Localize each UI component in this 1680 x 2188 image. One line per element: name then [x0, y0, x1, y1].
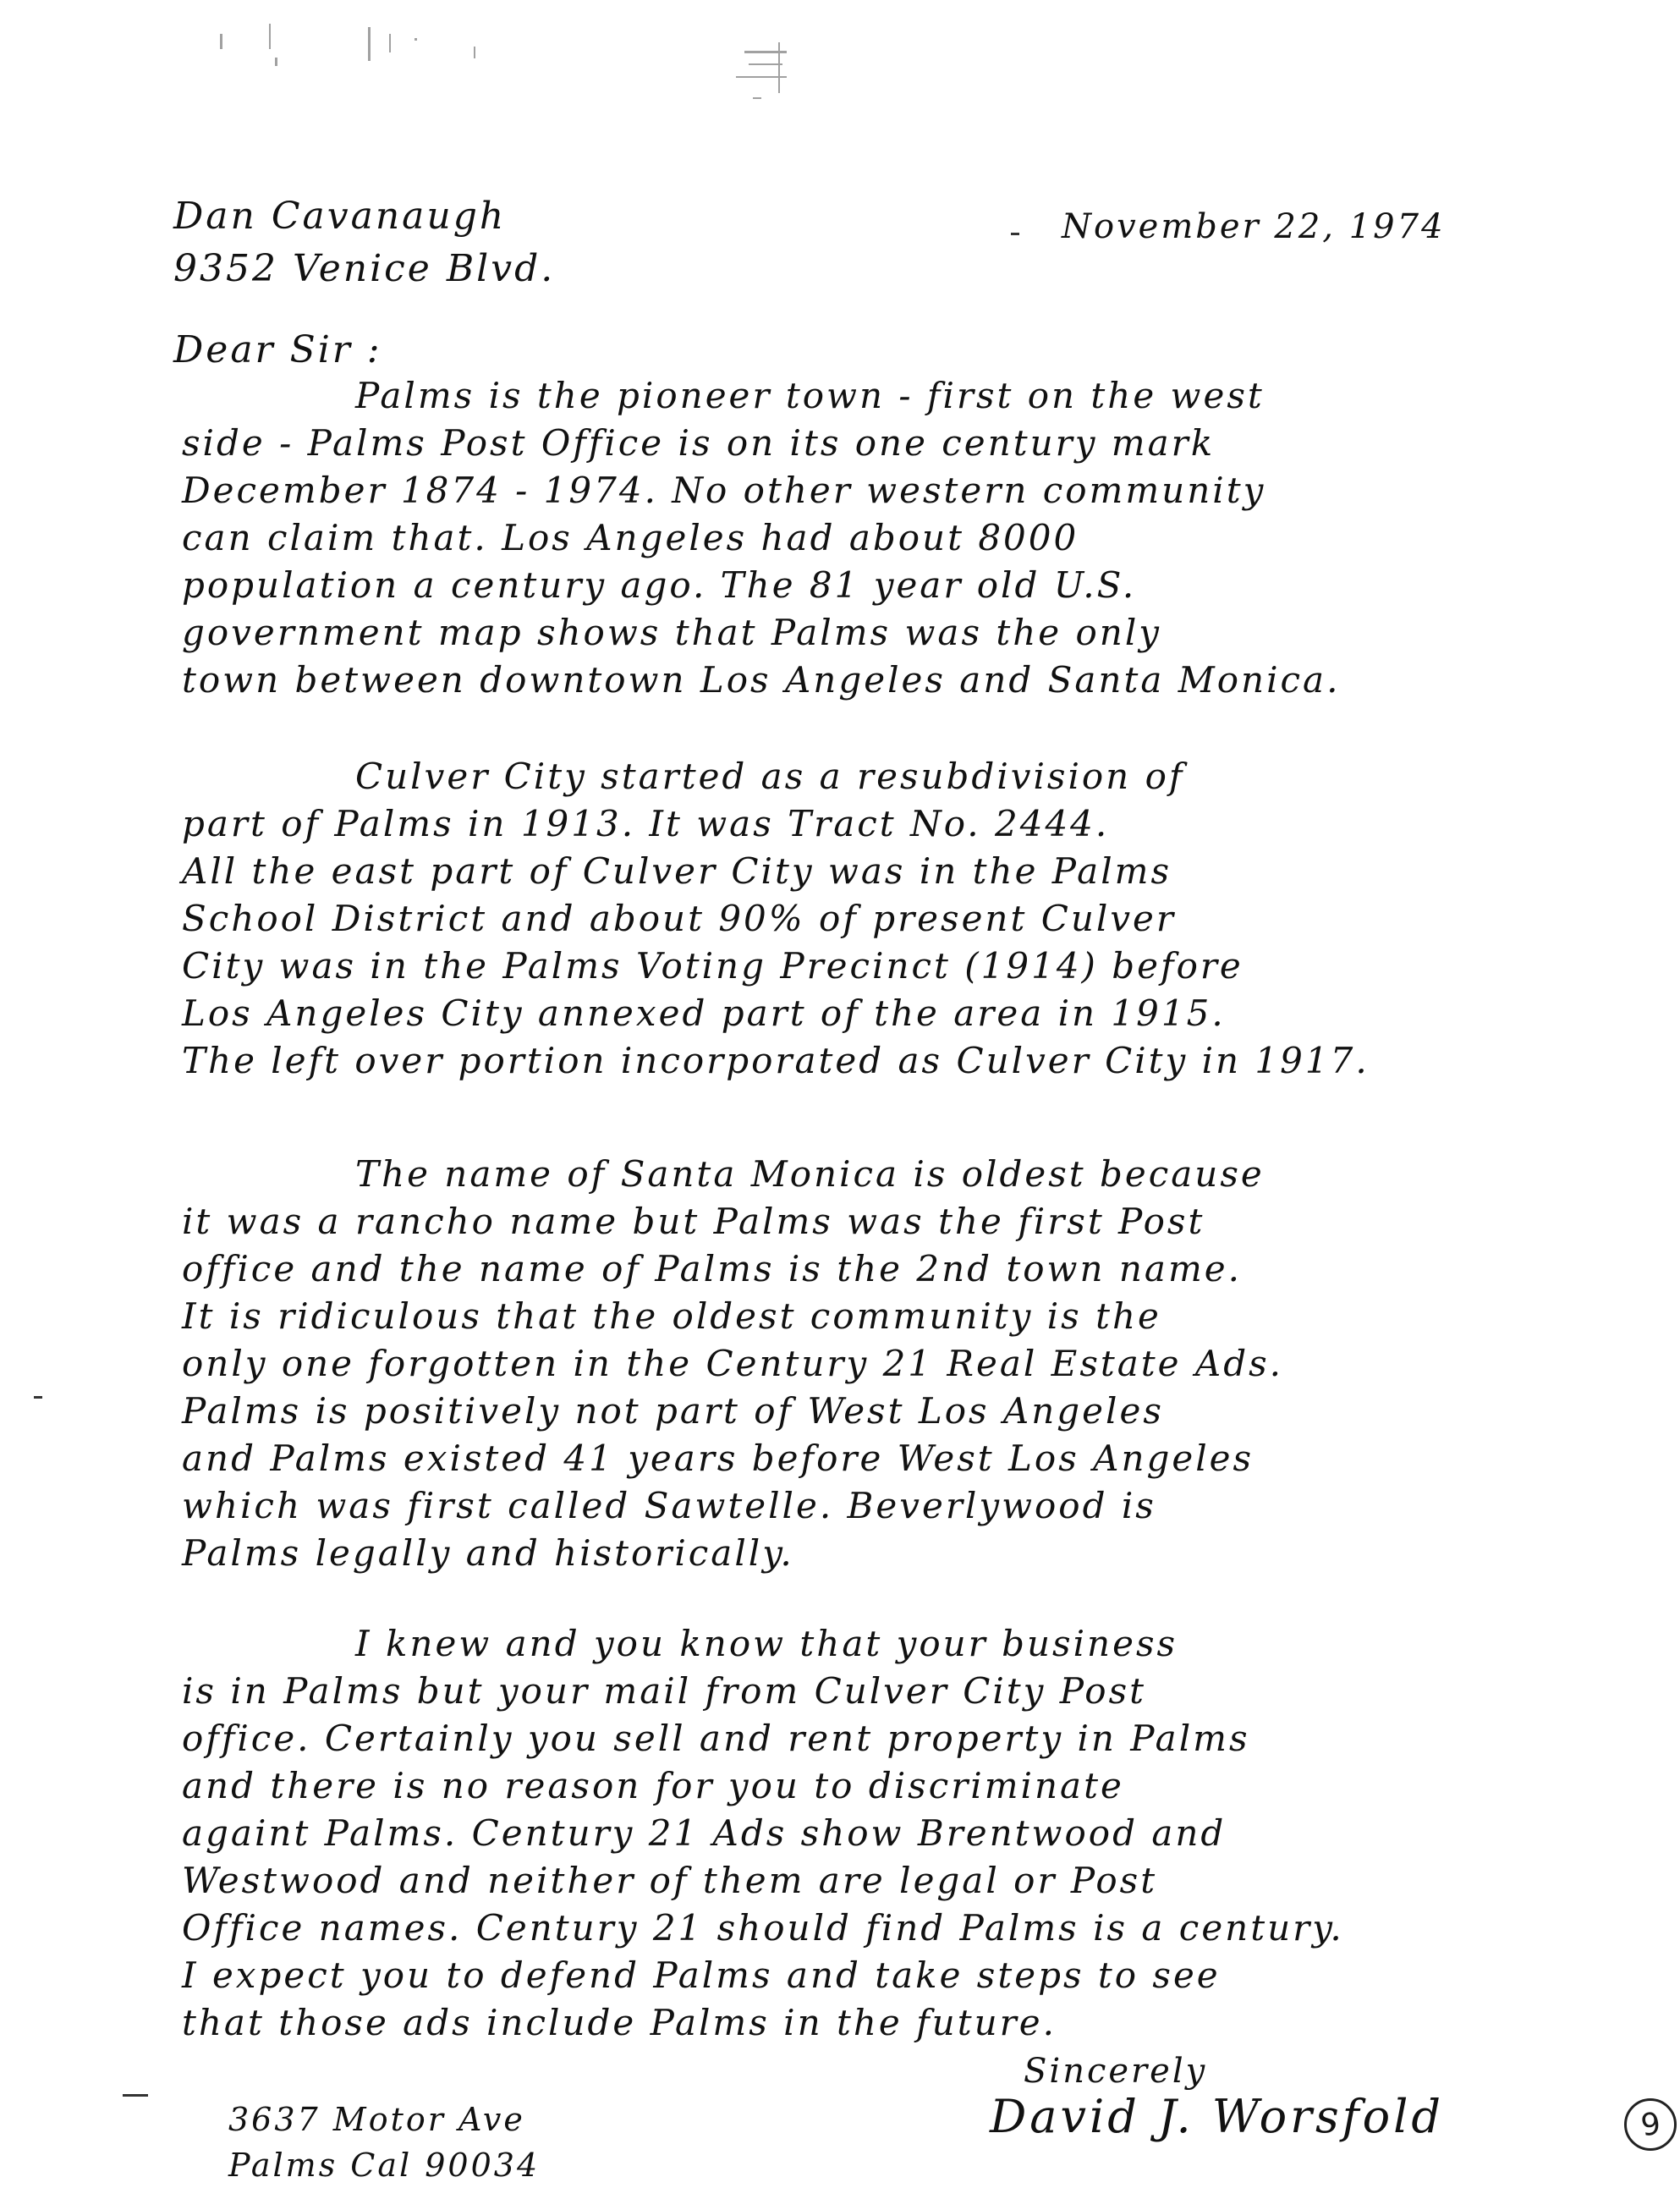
recipient-block — [173, 190, 555, 295]
paragraph-line: that those ads include Palms in the future. — [182, 2002, 1057, 2043]
paragraph-line: is in Palms but your mail from Culver City Post — [182, 1670, 1146, 1712]
paragraph-line: Office names. Century 21 should find Palms is a century. — [182, 1907, 1344, 1949]
paragraph-line: againt Palms. Century 21 Ads show Brentwood and — [182, 1812, 1227, 1854]
paragraph-line: and there is no reason for you to discriminate — [182, 1765, 1124, 1806]
paragraph-line: only one forgotten in the Century 21 Real Estate Ads. — [182, 1343, 1284, 1384]
paragraph-line: All the east part of Culver City was in the Palms — [182, 850, 1172, 892]
paragraph-line: Westwood and neither of them are legal or Post — [182, 1860, 1158, 1901]
paragraph-line: it was a rancho name but Palms was the first Post — [182, 1201, 1205, 1242]
paragraph-line: side - Palms Post Office is on its one century mark — [182, 422, 1216, 464]
paragraph-line: Palms is positively not part of West Los Angeles — [182, 1390, 1164, 1432]
paragraph-line: School District and about 90% of present Culver — [182, 898, 1176, 939]
paragraph-2 — [182, 753, 1370, 1085]
paragraph-line: Culver City started as a resubdivision of — [355, 756, 1185, 797]
paragraph-line: Los Angeles City annexed part of the area in 1915. — [182, 992, 1226, 1034]
salutation: Dear Sir : — [173, 328, 382, 371]
paragraph-line: I knew and you know that your business — [355, 1623, 1178, 1664]
stray-mark — [1011, 233, 1019, 235]
stray-mark — [34, 1396, 42, 1399]
paragraph-line: and Palms existed 41 years before West Los Angeles — [182, 1438, 1255, 1479]
paragraph-line: population a century ago. The 81 year old U.S. — [182, 564, 1137, 606]
paragraph-line: I expect you to defend Palms and take steps to see — [182, 1954, 1221, 1996]
paragraph-line: office and the name of Palms is the 2nd town name. — [182, 1248, 1242, 1289]
page-number-circle — [1624, 2098, 1677, 2151]
paragraph-line: town between downtown Los Angeles and Santa Monica. — [182, 659, 1341, 701]
paragraph-1 — [182, 372, 1340, 704]
paragraph-line: It is ridiculous that the oldest community is the — [182, 1295, 1161, 1337]
letter-date: November 22, 1974 — [1062, 207, 1446, 246]
return-address-city: Palms Cal 90034 — [228, 2147, 541, 2184]
paragraph-line: government map shows that Palms was the only — [182, 612, 1161, 653]
recipient-street: 9352 Venice Blvd. — [173, 247, 556, 290]
paragraph-line: City was in the Palms Voting Precinct (1914) before — [182, 945, 1244, 987]
paragraph-line: December 1874 - 1974. No other western community — [182, 470, 1266, 511]
paragraph-line: Palms is the pioneer town - first on the west — [355, 375, 1265, 416]
paragraph-line: which was first called Sawtelle. Beverlywood is — [182, 1485, 1156, 1526]
closing: Sincerely — [1024, 2052, 1208, 2091]
recipient-name: Dan Cavanaugh — [173, 195, 507, 238]
signature: David J. Worsfold — [990, 2090, 1444, 2143]
scan-noise-marks — [195, 17, 837, 118]
paragraph-line: Palms legally and historically. — [182, 1532, 794, 1574]
return-address — [228, 2097, 540, 2188]
paragraph-line: office. Certainly you sell and rent property in Palms — [182, 1718, 1250, 1759]
paragraph-3 — [182, 1151, 1283, 1577]
paragraph-line: The name of Santa Monica is oldest because — [355, 1153, 1265, 1195]
paragraph-line: part of Palms in 1913. It was Tract No. 2444. — [182, 803, 1110, 844]
paragraph-line: can claim that. Los Angeles had about 8000 — [182, 517, 1079, 558]
stray-mark — [123, 2094, 148, 2097]
paragraph-4 — [182, 1620, 1344, 2047]
page-number: 9 — [1638, 2106, 1663, 2143]
paragraph-line: The left over portion incorporated as Culver City in 1917. — [182, 1040, 1370, 1081]
return-address-street: 3637 Motor Ave — [228, 2101, 525, 2138]
